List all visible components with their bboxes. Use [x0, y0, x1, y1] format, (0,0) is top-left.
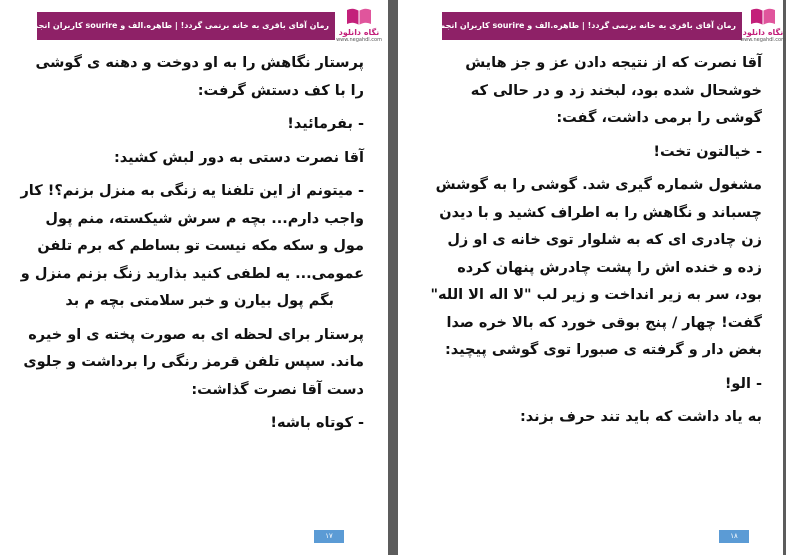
page-number: ۱۷	[314, 530, 344, 543]
page-body-text	[16, 50, 364, 438]
text-line: زن چادری ای که به شلوار توی خانه ی او زل	[447, 232, 762, 248]
text-line: پرستار برای لحظه ای به صورت پخته ی او خیره	[28, 326, 364, 343]
text-line: آقا نصرت که از نتیجه دادن عز و جز هایش	[465, 55, 762, 71]
text-line: مشغول شماره گیری شد. گوشی را به گوشش	[435, 177, 762, 193]
page-number: ۱۸	[719, 530, 749, 543]
page-left	[0, 0, 388, 555]
logo-name: نگاه دانلود	[338, 28, 380, 37]
page-header: رمان آقای باقری به خانه برنمی گردد! | طاهره.الف و sourire کاربران انجمن	[442, 12, 742, 40]
logo-url: www.negahdl.com	[336, 37, 382, 43]
text-line: آقا نصرت دستی به دور لبش کشید:	[114, 149, 364, 166]
page-right	[398, 0, 786, 555]
text-line: عمومی... یه لطفی کنید بذارید زنگ بزنم منزل و	[20, 265, 364, 282]
site-logo	[337, 4, 381, 46]
text-line: - خیالتون تخت!	[653, 143, 762, 160]
text-line: بود، سر به زیر انداخت و زیر لب "لا اله الا الله"	[430, 287, 762, 303]
text-line: - بفرمائید!	[287, 116, 364, 132]
text-line: چسباند و نگاهش را به اطراف کشید و با دیدن	[439, 204, 762, 221]
text-line: ماند. سپس تلفن قرمز رنگی را برداشت و جلوی	[23, 354, 364, 370]
text-line: بغض دار و گرفته ی صبورا توی گوشی پیچید:	[444, 342, 762, 358]
logo-url: www.negahdl.com	[740, 37, 786, 43]
site-logo	[741, 4, 785, 46]
text-line: دست آقا نصرت گذاشت:	[191, 381, 364, 398]
text-line: را با کف دستش گرفت:	[197, 82, 364, 99]
text-line: پرستار نگاهش را به او دوخت و دهنه ی گوشی	[35, 55, 364, 71]
text-line: گفت! چهار / پنج بوقی خورد که بالا خره صدا	[446, 314, 762, 331]
text-line: بگم پول بیارن و خبر سلامتی بچه م بد	[65, 293, 334, 309]
text-line: زده و خنده اش را پشت چادرش پنهان کرده	[457, 259, 762, 276]
text-line: واجب دارم... بچه م سرش شیکسته، منم پول	[45, 210, 364, 227]
text-line: به یاد داشت که باید تند حرف بزند:	[520, 409, 762, 425]
book-logo-icon	[748, 4, 778, 28]
text-line: - الو!	[724, 375, 762, 392]
text-line: - کوتاه باشه!	[270, 415, 364, 431]
page-header: رمان آقای باقری به خانه برنمی گردد! | طاهره.الف و sourire کاربران انجمن	[37, 12, 335, 40]
text-line: - میتونم از این تلفنا یه زنگی به منزل بزنم؟! کار	[20, 183, 364, 199]
page-divider	[388, 0, 398, 555]
logo-name: نگاه دانلود	[742, 28, 784, 37]
book-logo-icon	[344, 4, 374, 28]
text-line: گوشی را برمی داشت، گفت:	[556, 110, 762, 126]
text-line: مول و سکه مکه نیست تو بساطم که برم تلفن	[37, 238, 364, 254]
text-line: خوشحال شده بود، لبخند زد و در حالی که	[470, 82, 762, 99]
page-body-text	[412, 50, 762, 432]
